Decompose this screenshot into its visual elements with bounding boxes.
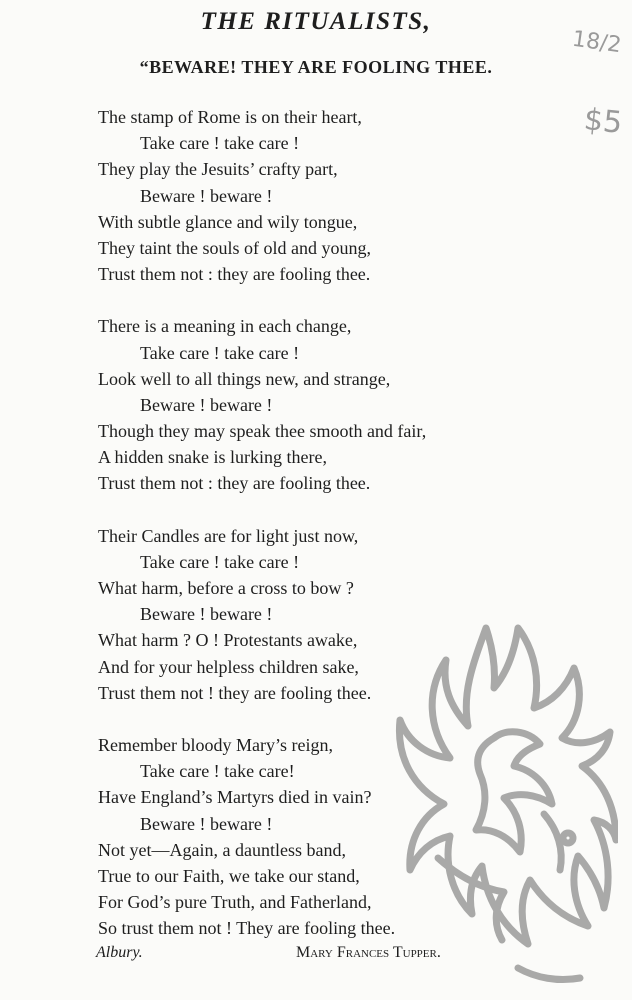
stanza — [98, 313, 598, 496]
refrain-line: Take care ! take care ! — [140, 551, 300, 572]
pencil-annotation-price: $5 — [582, 102, 624, 141]
poem-line: Remember bloody Mary’s reign, — [98, 734, 333, 755]
signature-author: Mary Frances Tupper. — [296, 944, 441, 961]
refrain-line: Take care ! take care! — [140, 761, 295, 782]
poem-line: Not yet—Again, a dauntless band, — [98, 839, 346, 860]
poem-line: And for your helpless children sake, — [98, 656, 359, 677]
poem-title: THE RITUALISTS, — [200, 8, 432, 35]
poem-line: They play the Jesuits’ crafty part, — [98, 159, 338, 180]
refrain-line: Beware ! beware ! — [140, 604, 273, 625]
poem-line: Look well to all things new, and strange, — [98, 368, 391, 389]
poem-line: True to our Faith, we take our stand, — [98, 865, 360, 886]
poem-line: Though they may speak thee smooth and fair, — [98, 421, 427, 442]
poem-line: Trust them not : they are fooling thee. — [98, 473, 371, 494]
poem-line: Trust them not : they are fooling thee. — [98, 264, 371, 285]
poem-line: Have England’s Martyrs died in vain? — [98, 787, 372, 808]
poem-line: With subtle glance and wily tongue, — [98, 211, 358, 232]
refrain-line: Beware ! beware ! — [140, 185, 273, 206]
poem-subtitle: “BEWARE! THEY ARE FOOLING THEE. — [139, 57, 493, 77]
poem-line: So trust them not ! They are fooling thee. — [98, 918, 396, 939]
stanza — [98, 732, 598, 942]
poem-line: A hidden snake is lurking there, — [98, 447, 327, 468]
refrain-line: Beware ! beware ! — [140, 813, 273, 834]
signature-place: Albury. — [96, 944, 143, 961]
refrain-line: Take care ! take care ! — [140, 133, 300, 154]
poem-body — [98, 104, 598, 967]
pencil-annotation: 18/2 — [570, 26, 623, 59]
poem-line: There is a meaning in each change, — [98, 316, 352, 337]
stanza — [98, 104, 598, 287]
poem-line: They taint the souls of old and young, — [98, 237, 371, 258]
poem-line: For God’s pure Truth, and Fatherland, — [98, 892, 372, 913]
poem-line: What harm, before a cross to bow ? — [98, 578, 354, 598]
stanza — [98, 523, 598, 706]
poem-line: Trust them not ! they are fooling thee. — [98, 682, 372, 703]
poem-line: Their Candles are for light just now, — [98, 525, 359, 546]
poem-line: What harm ? O ! Protestants awake, — [98, 630, 358, 651]
refrain-line: Beware ! beware ! — [140, 394, 273, 415]
refrain-line: Take care ! take care ! — [140, 342, 300, 363]
poem-line: The stamp of Rome is on their heart, — [98, 107, 362, 127]
